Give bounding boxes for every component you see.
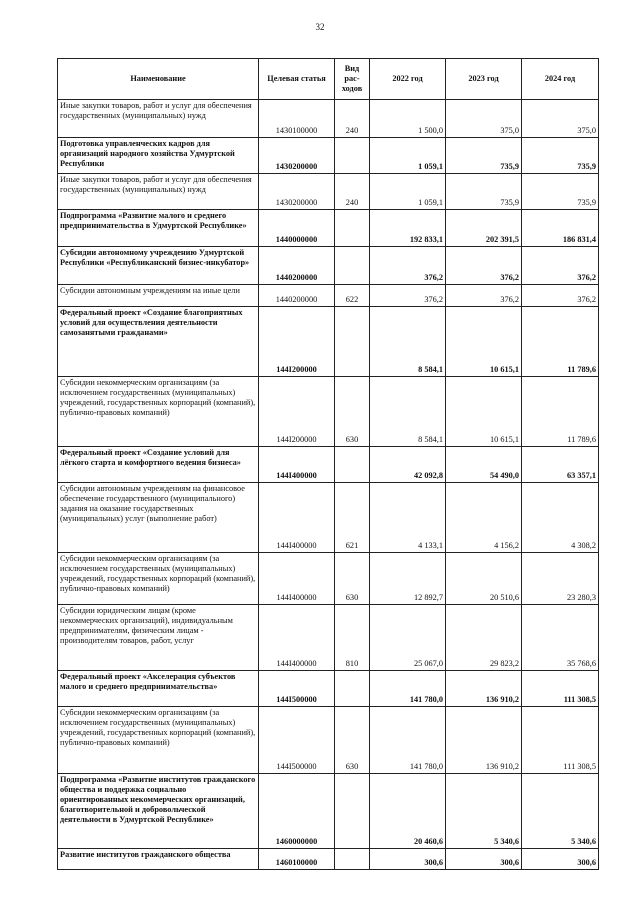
page-number: 32: [315, 22, 325, 32]
row-expense-type: [335, 849, 370, 870]
row-name: Федеральный проект «Создание условий для лёгкого старта и комфортного ведения бизнеса»: [58, 447, 259, 483]
row-expense-type: [335, 210, 370, 247]
row-value-2023: 735,9: [446, 174, 522, 210]
row-value-2022: 20 460,6: [370, 774, 446, 849]
row-target-code: 144I400000: [259, 483, 335, 553]
row-name: Подготовка управленческих кадров для организаций народного хозяйства Удмуртской Республики: [58, 138, 259, 174]
row-target-code: 144I400000: [259, 447, 335, 483]
row-value-2023: 5 340,6: [446, 774, 522, 849]
row-value-2024: 376,2: [522, 285, 599, 307]
table-row: [58, 707, 599, 774]
row-name: Субсидии автономным учреждениям на иные цели: [58, 285, 259, 307]
row-expense-type: [335, 247, 370, 285]
row-value-2022: 300,6: [370, 849, 446, 870]
row-target-code: 144I500000: [259, 707, 335, 774]
row-target-code: 1430200000: [259, 138, 335, 174]
table-row: [58, 774, 599, 849]
row-value-2024: 35 768,6: [522, 605, 599, 671]
row-target-code: 144I200000: [259, 307, 335, 377]
row-value-2022: 1 059,1: [370, 174, 446, 210]
row-value-2022: 1 500,0: [370, 100, 446, 138]
row-value-2022: 8 584,1: [370, 307, 446, 377]
table-row: [58, 174, 599, 210]
row-value-2023: 54 490,0: [446, 447, 522, 483]
row-name: Иные закупки товаров, работ и услуг для обеспечения государственных (муниципальных) нужд: [58, 174, 259, 210]
table-row: [58, 849, 599, 870]
row-target-code: 1440200000: [259, 285, 335, 307]
row-value-2022: 25 067,0: [370, 605, 446, 671]
table-row: [58, 483, 599, 553]
row-expense-type: 630: [335, 707, 370, 774]
row-value-2022: 4 133,1: [370, 483, 446, 553]
header-2024: 2024 год: [522, 59, 599, 100]
row-value-2024: 63 357,1: [522, 447, 599, 483]
row-name: Субсидии некоммерческим организациям (за исключением государственных (муниципальных) учреждений, государственных корпораций (компаний), публично-правовых компаний): [58, 707, 259, 774]
row-expense-type: 621: [335, 483, 370, 553]
row-value-2024: 4 308,2: [522, 483, 599, 553]
row-value-2024: 11 789,6: [522, 307, 599, 377]
row-value-2022: 376,2: [370, 285, 446, 307]
budget-table: [57, 58, 599, 870]
row-value-2022: 141 780,0: [370, 671, 446, 707]
row-target-code: 1440200000: [259, 247, 335, 285]
row-value-2023: 300,6: [446, 849, 522, 870]
row-target-code: 144I400000: [259, 605, 335, 671]
row-value-2024: 376,2: [522, 247, 599, 285]
table-row: [58, 307, 599, 377]
row-expense-type: [335, 447, 370, 483]
row-value-2023: 376,2: [446, 285, 522, 307]
row-expense-type: 630: [335, 377, 370, 447]
table-row: [58, 605, 599, 671]
row-name: Подпрограмма «Развитие институтов гражданского общества и поддержка социально ориентированных некоммерческих организаций, благотворительной и добровольческой деятельности в Удмуртской Республике»: [58, 774, 259, 849]
row-value-2024: 735,9: [522, 174, 599, 210]
row-expense-type: [335, 671, 370, 707]
row-value-2023: 10 615,1: [446, 377, 522, 447]
row-value-2023: 202 391,5: [446, 210, 522, 247]
row-target-code: 144I500000: [259, 671, 335, 707]
row-value-2024: 111 308,5: [522, 707, 599, 774]
header-2023: 2023 год: [446, 59, 522, 100]
row-expense-type: 240: [335, 174, 370, 210]
row-value-2022: 141 780,0: [370, 707, 446, 774]
row-value-2024: 735,9: [522, 138, 599, 174]
row-value-2024: 186 831,4: [522, 210, 599, 247]
row-name: Субсидии некоммерческим организациям (за исключением государственных (муниципальных) учреждений, государственных корпораций (компаний), публично-правовых компаний): [58, 377, 259, 447]
row-value-2024: 111 308,5: [522, 671, 599, 707]
row-expense-type: [335, 307, 370, 377]
row-value-2022: 192 833,1: [370, 210, 446, 247]
table-row: [58, 210, 599, 247]
header-name: Наименование: [58, 59, 259, 100]
row-expense-type: [335, 138, 370, 174]
row-value-2022: 42 092,8: [370, 447, 446, 483]
row-value-2024: 300,6: [522, 849, 599, 870]
row-name: Субсидии автономным учреждениям на финансовое обеспечение государственного (муниципального) задания на оказание государственных (муниципальных) услуг (выполнение работ): [58, 483, 259, 553]
row-value-2023: 735,9: [446, 138, 522, 174]
table-row: [58, 285, 599, 307]
row-target-code: 144I200000: [259, 377, 335, 447]
table-row: [58, 377, 599, 447]
row-name: Субсидии юридическим лицам (кроме некоммерческих организаций), индивидуальным предпринимателям, физическим лицам - производителям товаров, работ, услуг: [58, 605, 259, 671]
row-name: Подпрограмма «Развитие малого и среднего предпринимательства в Удмуртской Республике»: [58, 210, 259, 247]
row-value-2022: 12 892,7: [370, 553, 446, 605]
row-target-code: 1460100000: [259, 849, 335, 870]
row-target-code: 1430200000: [259, 174, 335, 210]
row-value-2024: 11 789,6: [522, 377, 599, 447]
row-value-2024: 23 280,3: [522, 553, 599, 605]
row-value-2023: 29 823,2: [446, 605, 522, 671]
row-name: Субсидии некоммерческим организациям (за исключением государственных (муниципальных) учреждений, государственных корпораций (компаний), публично-правовых компаний): [58, 553, 259, 605]
header-expense-type: Вид рас-ходов: [335, 59, 370, 100]
row-target-code: 1430100000: [259, 100, 335, 138]
header-2022: 2022 год: [370, 59, 446, 100]
row-expense-type: 810: [335, 605, 370, 671]
header-code: Целевая статья: [259, 59, 335, 100]
row-value-2023: 375,0: [446, 100, 522, 138]
row-value-2024: 5 340,6: [522, 774, 599, 849]
row-expense-type: 622: [335, 285, 370, 307]
row-value-2023: 376,2: [446, 247, 522, 285]
row-value-2023: 136 910,2: [446, 707, 522, 774]
row-name: Федеральный проект «Создание благоприятных условий для осуществления деятельности самозанятыми гражданами»: [58, 307, 259, 377]
table-row: [58, 247, 599, 285]
row-name: Иные закупки товаров, работ и услуг для обеспечения государственных (муниципальных) нужд: [58, 100, 259, 138]
row-target-code: 1460000000: [259, 774, 335, 849]
row-name: Субсидии автономному учреждению Удмуртской Республики «Республиканский бизнес-инкубатор»: [58, 247, 259, 285]
row-value-2023: 136 910,2: [446, 671, 522, 707]
table-header-row: [58, 59, 599, 100]
row-value-2024: 375,0: [522, 100, 599, 138]
row-name: Развитие институтов гражданского общества: [58, 849, 259, 870]
table-row: [58, 100, 599, 138]
row-expense-type: 240: [335, 100, 370, 138]
row-value-2022: 376,2: [370, 247, 446, 285]
row-value-2023: 20 510,6: [446, 553, 522, 605]
row-name: Федеральный проект «Акселерация субъектов малого и среднего предпринимательства»: [58, 671, 259, 707]
row-expense-type: 630: [335, 553, 370, 605]
row-value-2022: 8 584,1: [370, 377, 446, 447]
row-expense-type: [335, 774, 370, 849]
row-value-2022: 1 059,1: [370, 138, 446, 174]
row-value-2023: 4 156,2: [446, 483, 522, 553]
row-target-code: 1440000000: [259, 210, 335, 247]
table-row: [58, 553, 599, 605]
row-value-2023: 10 615,1: [446, 307, 522, 377]
table-row: [58, 138, 599, 174]
table-row: [58, 671, 599, 707]
table-row: [58, 447, 599, 483]
row-target-code: 144I400000: [259, 553, 335, 605]
